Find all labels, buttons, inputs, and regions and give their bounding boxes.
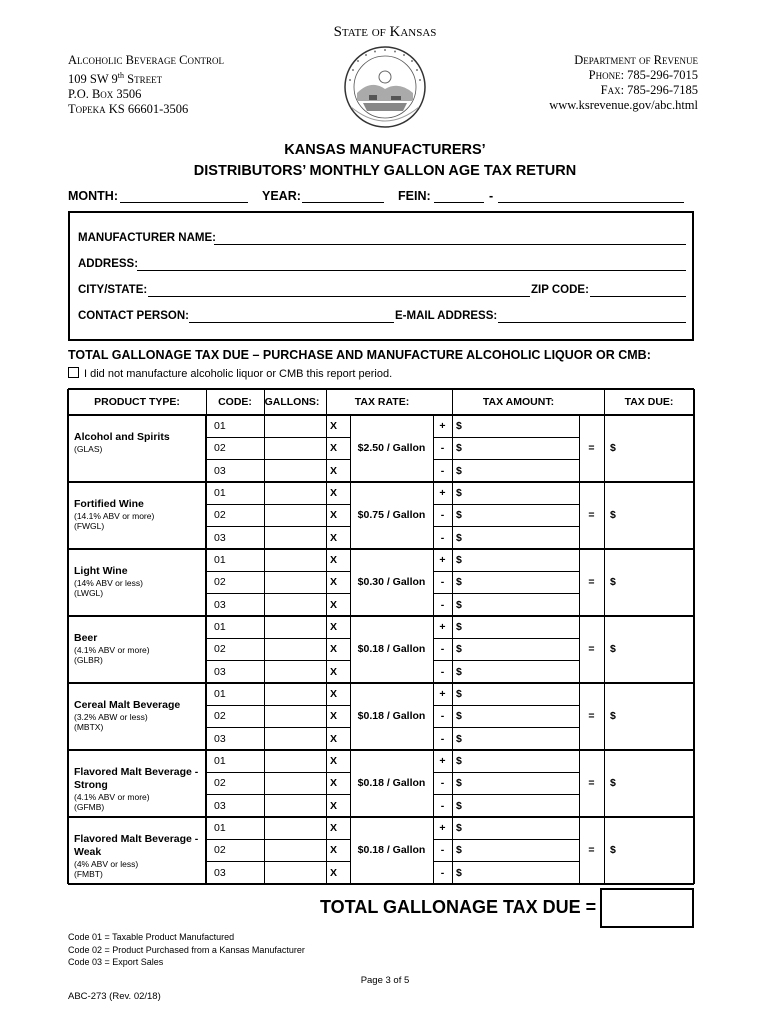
fein-suffix-field[interactable] [498,190,684,203]
tax-due-input[interactable]: $ [610,509,616,522]
product-name: Beer [74,632,98,644]
tax-amount-input[interactable]: $ [456,554,462,566]
gallons-input[interactable] [265,461,325,481]
tax-amount-input[interactable]: $ [456,777,462,790]
product-type-cell [74,431,200,454]
product-group-rule [68,548,694,550]
product-name: Flavored Malt Beverage - Strong [74,766,199,791]
tax-due-input[interactable]: $ [610,777,616,790]
tax-amount-input[interactable]: $ [456,531,462,544]
sign-symbol: - [440,643,445,656]
table-header-rule [68,414,694,416]
department-name: Department of Revenue [574,53,698,67]
equals-symbol: = [588,777,595,790]
form-title-line-2: DISTRIBUTORS’ MONTHLY GALLON AGE TAX RETURN [193,163,577,179]
email-label: E-MAIL ADDRESS: [395,310,498,322]
tax-amount-input[interactable]: $ [456,464,462,477]
code-01-note: Code 01 = Taxable Product Manufactured [68,932,235,942]
gallons-input[interactable] [265,863,325,883]
form-title [0,140,770,182]
times-symbol: X [330,420,338,432]
tax-due-input[interactable]: $ [610,442,616,455]
product-detail: (3.2% ABW or less) [74,712,148,722]
header-gallons: GALLONS: [264,396,320,408]
product-detail: (FMBT) [74,869,103,879]
header-tax-amount: TAX AMOUNT: [482,396,555,408]
code-cell: 03 [214,531,226,544]
total-tax-due-field[interactable] [600,888,694,928]
times-symbol: X [330,464,338,477]
gallons-input[interactable] [265,572,325,592]
table-header-divider [206,389,207,415]
tax-rate-cell: $0.18 / Gallon [357,643,426,656]
gallons-input[interactable] [265,438,325,458]
times-symbol: X [330,576,338,589]
code-cell: 01 [214,755,226,767]
code-cell: 01 [214,621,226,633]
sign-symbol: + [439,621,446,633]
gallons-input[interactable] [265,840,325,860]
code-cell: 03 [214,799,226,812]
tax-amount-input[interactable]: $ [456,866,462,879]
code-cell: 01 [214,554,226,566]
equals-symbol: = [588,844,595,857]
tax-rate-cell: $0.75 / Gallon [357,509,426,522]
tax-amount-input[interactable]: $ [456,665,462,678]
tax-amount-input[interactable]: $ [456,688,462,700]
city-state-label: CITY/STATE: [78,284,148,296]
product-detail: (GLBR) [74,655,103,665]
tax-amount-input[interactable]: $ [456,442,462,455]
product-group-rule [68,615,694,617]
product-group-rule [68,749,694,751]
code-cell: 03 [214,866,226,879]
code-cell: 02 [214,777,226,790]
gallons-input[interactable] [265,639,325,659]
total-gallonage-tax-due-label: TOTAL GALLONAGE TAX DUE = [320,897,597,917]
address-label: ADDRESS: [78,258,139,270]
sign-symbol: + [439,420,446,432]
code-cell: 01 [214,822,226,834]
tax-amount-input[interactable]: $ [456,822,462,834]
product-detail: (GFMB) [74,802,105,812]
state-heading: State of Kansas [333,24,437,40]
sign-symbol: + [439,554,446,566]
product-detail: (14% ABV or less) [74,578,143,588]
sign-symbol: - [440,866,445,879]
sign-symbol: - [440,598,445,611]
times-symbol: X [330,822,338,834]
times-symbol: X [330,509,338,522]
equals-symbol: = [588,643,595,656]
tax-amount-input[interactable]: $ [456,576,462,589]
gallons-column-rule [326,415,327,884]
equals-symbol: = [588,442,595,455]
sign-symbol: - [440,799,445,812]
product-detail: (FWGL) [74,521,105,531]
times-symbol: X [330,531,338,544]
no-activity-checkbox-row [68,367,392,380]
form-title-line-1: KANSAS MANUFACTURERS’ [284,142,486,158]
code-03-note: Code 03 = Export Sales [68,957,164,967]
table-border-right [693,389,695,884]
fein-label: FEIN: [398,189,431,203]
tax-amount-input[interactable]: $ [456,844,462,857]
sign-symbol: - [440,576,445,589]
product-detail: (MBTX) [74,722,104,732]
page-number: Page 3 of 5 [360,975,410,986]
section-title: TOTAL GALLONAGE TAX DUE – PURCHASE AND MANUFACTURE ALCOHOLIC LIQUOR OR CMB: [68,348,651,362]
times-symbol: X [330,755,338,767]
gallons-input[interactable] [265,773,325,793]
tax-rate-cell: $2.50 / Gallon [357,442,426,455]
code-02-note: Code 02 = Product Purchased from a Kansas Manufacturer [68,944,305,955]
code-cell: 02 [214,844,226,857]
product-name: Alcohol and Spirits [74,431,170,443]
sign-symbol: - [440,665,445,678]
product-group-rule [68,481,694,483]
gallons-input[interactable] [265,416,325,436]
times-symbol: X [330,777,338,790]
code-cell: 03 [214,665,226,678]
code-legend [68,931,305,969]
product-column-rule [205,415,207,884]
agency-street: 109 SW 9th Street [68,71,163,87]
product-name: Cereal Malt Beverage [74,699,181,711]
form-id: ABC-273 (Rev. 02/18) [68,991,161,1002]
tax-amount-input[interactable]: $ [456,710,462,723]
manufacturer-name-field[interactable] [214,232,686,245]
month-field[interactable] [120,190,248,203]
address-field[interactable] [137,258,686,271]
gallons-input[interactable] [265,528,325,548]
product-name: Light Wine [74,565,128,577]
sign-symbol: - [440,777,445,790]
contact-person-label: CONTACT PERSON: [78,310,189,322]
code-cell: 02 [214,576,226,589]
table-header-divider [604,389,605,415]
sign-symbol: - [440,442,445,455]
product-detail: (LWGL) [74,588,104,598]
times-symbol: X [330,442,338,455]
agency-name: Alcoholic Beverage Control [68,53,224,67]
sign-symbol: + [439,487,446,499]
sign-symbol: + [439,822,446,834]
no-activity-checkbox[interactable] [68,367,79,378]
table-header-divider [326,389,327,415]
table-header-divider [264,389,265,415]
tax-amount-input[interactable]: $ [456,509,462,522]
sign-symbol: - [440,710,445,723]
email-field[interactable] [498,310,686,323]
kansas-state-seal-icon [343,45,427,129]
sign-symbol: + [439,755,446,767]
code-cell: 03 [214,598,226,611]
times-symbol: X [330,643,338,656]
header-tax-due: TAX DUE: [624,396,674,408]
tax-rate-cell: $0.30 / Gallon [357,576,426,589]
sign-symbol: - [440,509,445,522]
code-cell: 02 [214,442,226,455]
tax-due-input[interactable]: $ [610,710,616,723]
month-label: MONTH: [68,189,118,203]
tax-rate-cell: $0.18 / Gallon [357,710,426,723]
product-detail: (4.1% ABV or more) [74,645,150,655]
code-cell: 02 [214,710,226,723]
product-detail: (GLAS) [74,444,103,454]
tax-amount-input[interactable]: $ [456,487,462,499]
department-phone: Phone: 785-296-7015 [588,68,698,82]
product-type-cell [74,498,200,531]
gallons-input[interactable] [265,662,325,682]
year-label: YEAR: [262,189,301,203]
table-border-left [67,389,69,884]
gallons-input[interactable] [265,617,325,637]
gallons-input[interactable] [265,706,325,726]
code-cell: 01 [214,688,226,700]
sign-symbol: - [440,732,445,745]
sign-symbol: - [440,464,445,477]
times-symbol: X [330,866,338,879]
gallons-input[interactable] [265,729,325,749]
fein-dash: - [489,189,494,203]
no-activity-checkbox-label: I did not manufacture alcoholic liquor or CMB this report period. [84,368,393,380]
tax-amount-input[interactable]: $ [456,755,462,767]
times-symbol: X [330,554,338,566]
times-symbol: X [330,621,338,633]
product-type-cell [74,766,200,812]
gallons-input[interactable] [265,595,325,615]
gallonage-tax-table [68,389,694,887]
tax-amount-input[interactable]: $ [456,598,462,611]
equals-symbol: = [588,509,595,522]
department-contact-block [549,53,698,113]
year-field[interactable] [302,190,384,203]
header-tax-rate: TAX RATE: [354,396,410,408]
table-border-top [68,388,694,390]
tax-amount-input[interactable]: $ [456,643,462,656]
table-header-divider [452,389,453,415]
times-symbol: X [330,688,338,700]
tax-amount-input[interactable]: $ [456,621,462,633]
tax-rate-cell: $0.18 / Gallon [357,844,426,857]
sign-symbol: - [440,531,445,544]
manufacturer-info-box [68,211,694,341]
code-cell: 02 [214,643,226,656]
product-detail: (4.1% ABV or more) [74,792,150,802]
product-type-cell [74,699,200,732]
product-type-cell [74,565,200,598]
tax-due-input[interactable]: $ [610,844,616,857]
sign-symbol: + [439,688,446,700]
sign-symbol: - [440,844,445,857]
times-symbol: X [330,799,338,812]
product-group-rule [68,816,694,818]
product-name: Fortified Wine [74,498,144,510]
times-symbol: X [330,487,338,499]
product-name: Flavored Malt Beverage - Weak [74,833,199,858]
product-group-rule [68,682,694,684]
code-cell: 01 [214,420,226,432]
gallons-input[interactable] [265,818,325,838]
product-type-cell [74,632,200,665]
manufacturer-name-label: MANUFACTURER NAME: [78,232,216,244]
tax-amount-input[interactable]: $ [456,799,462,812]
zip-code-field[interactable] [590,284,686,297]
table-border-bottom [68,883,694,885]
gallons-input[interactable] [265,550,325,570]
product-detail: (14.1% ABV or more) [74,511,155,521]
times-symbol: X [330,710,338,723]
department-website[interactable]: www.ksrevenue.gov/abc.html [549,98,698,112]
tax-amount-input[interactable]: $ [456,732,462,745]
header-product-type: PRODUCT TYPE: [94,396,180,408]
tax-amount-input[interactable]: $ [456,420,462,432]
fein-prefix-field[interactable] [434,190,484,203]
code-cell: 03 [214,732,226,745]
agency-address-block [68,53,224,117]
code-cell: 02 [214,509,226,522]
gallons-input[interactable] [265,505,325,525]
product-type-cell [74,833,200,879]
equals-symbol: = [588,710,595,723]
gallons-input[interactable] [265,796,325,816]
tax-rate-cell: $0.18 / Gallon [357,777,426,790]
city-state-field[interactable] [148,284,530,297]
equals-symbol: = [588,576,595,589]
agency-po-box: P.O. Box 3506 [68,87,142,102]
tax-due-input[interactable]: $ [610,643,616,656]
code-cell: 03 [214,464,226,477]
contact-person-field[interactable] [189,310,394,323]
gallons-input[interactable] [265,751,325,771]
gallons-input[interactable] [265,483,325,503]
product-detail: (4% ABV or less) [74,859,139,869]
times-symbol: X [330,844,338,857]
gallons-input[interactable] [265,684,325,704]
code-cell: 01 [214,487,226,499]
times-symbol: X [330,732,338,745]
tax-due-input[interactable]: $ [610,576,616,589]
department-fax: Fax: 785-296-7185 [600,83,698,97]
zip-code-label: ZIP CODE: [531,284,589,296]
agency-city: Topeka KS 66601-3506 [68,102,189,117]
header-code: CODE: [218,396,252,408]
times-symbol: X [330,665,338,678]
times-symbol: X [330,598,338,611]
